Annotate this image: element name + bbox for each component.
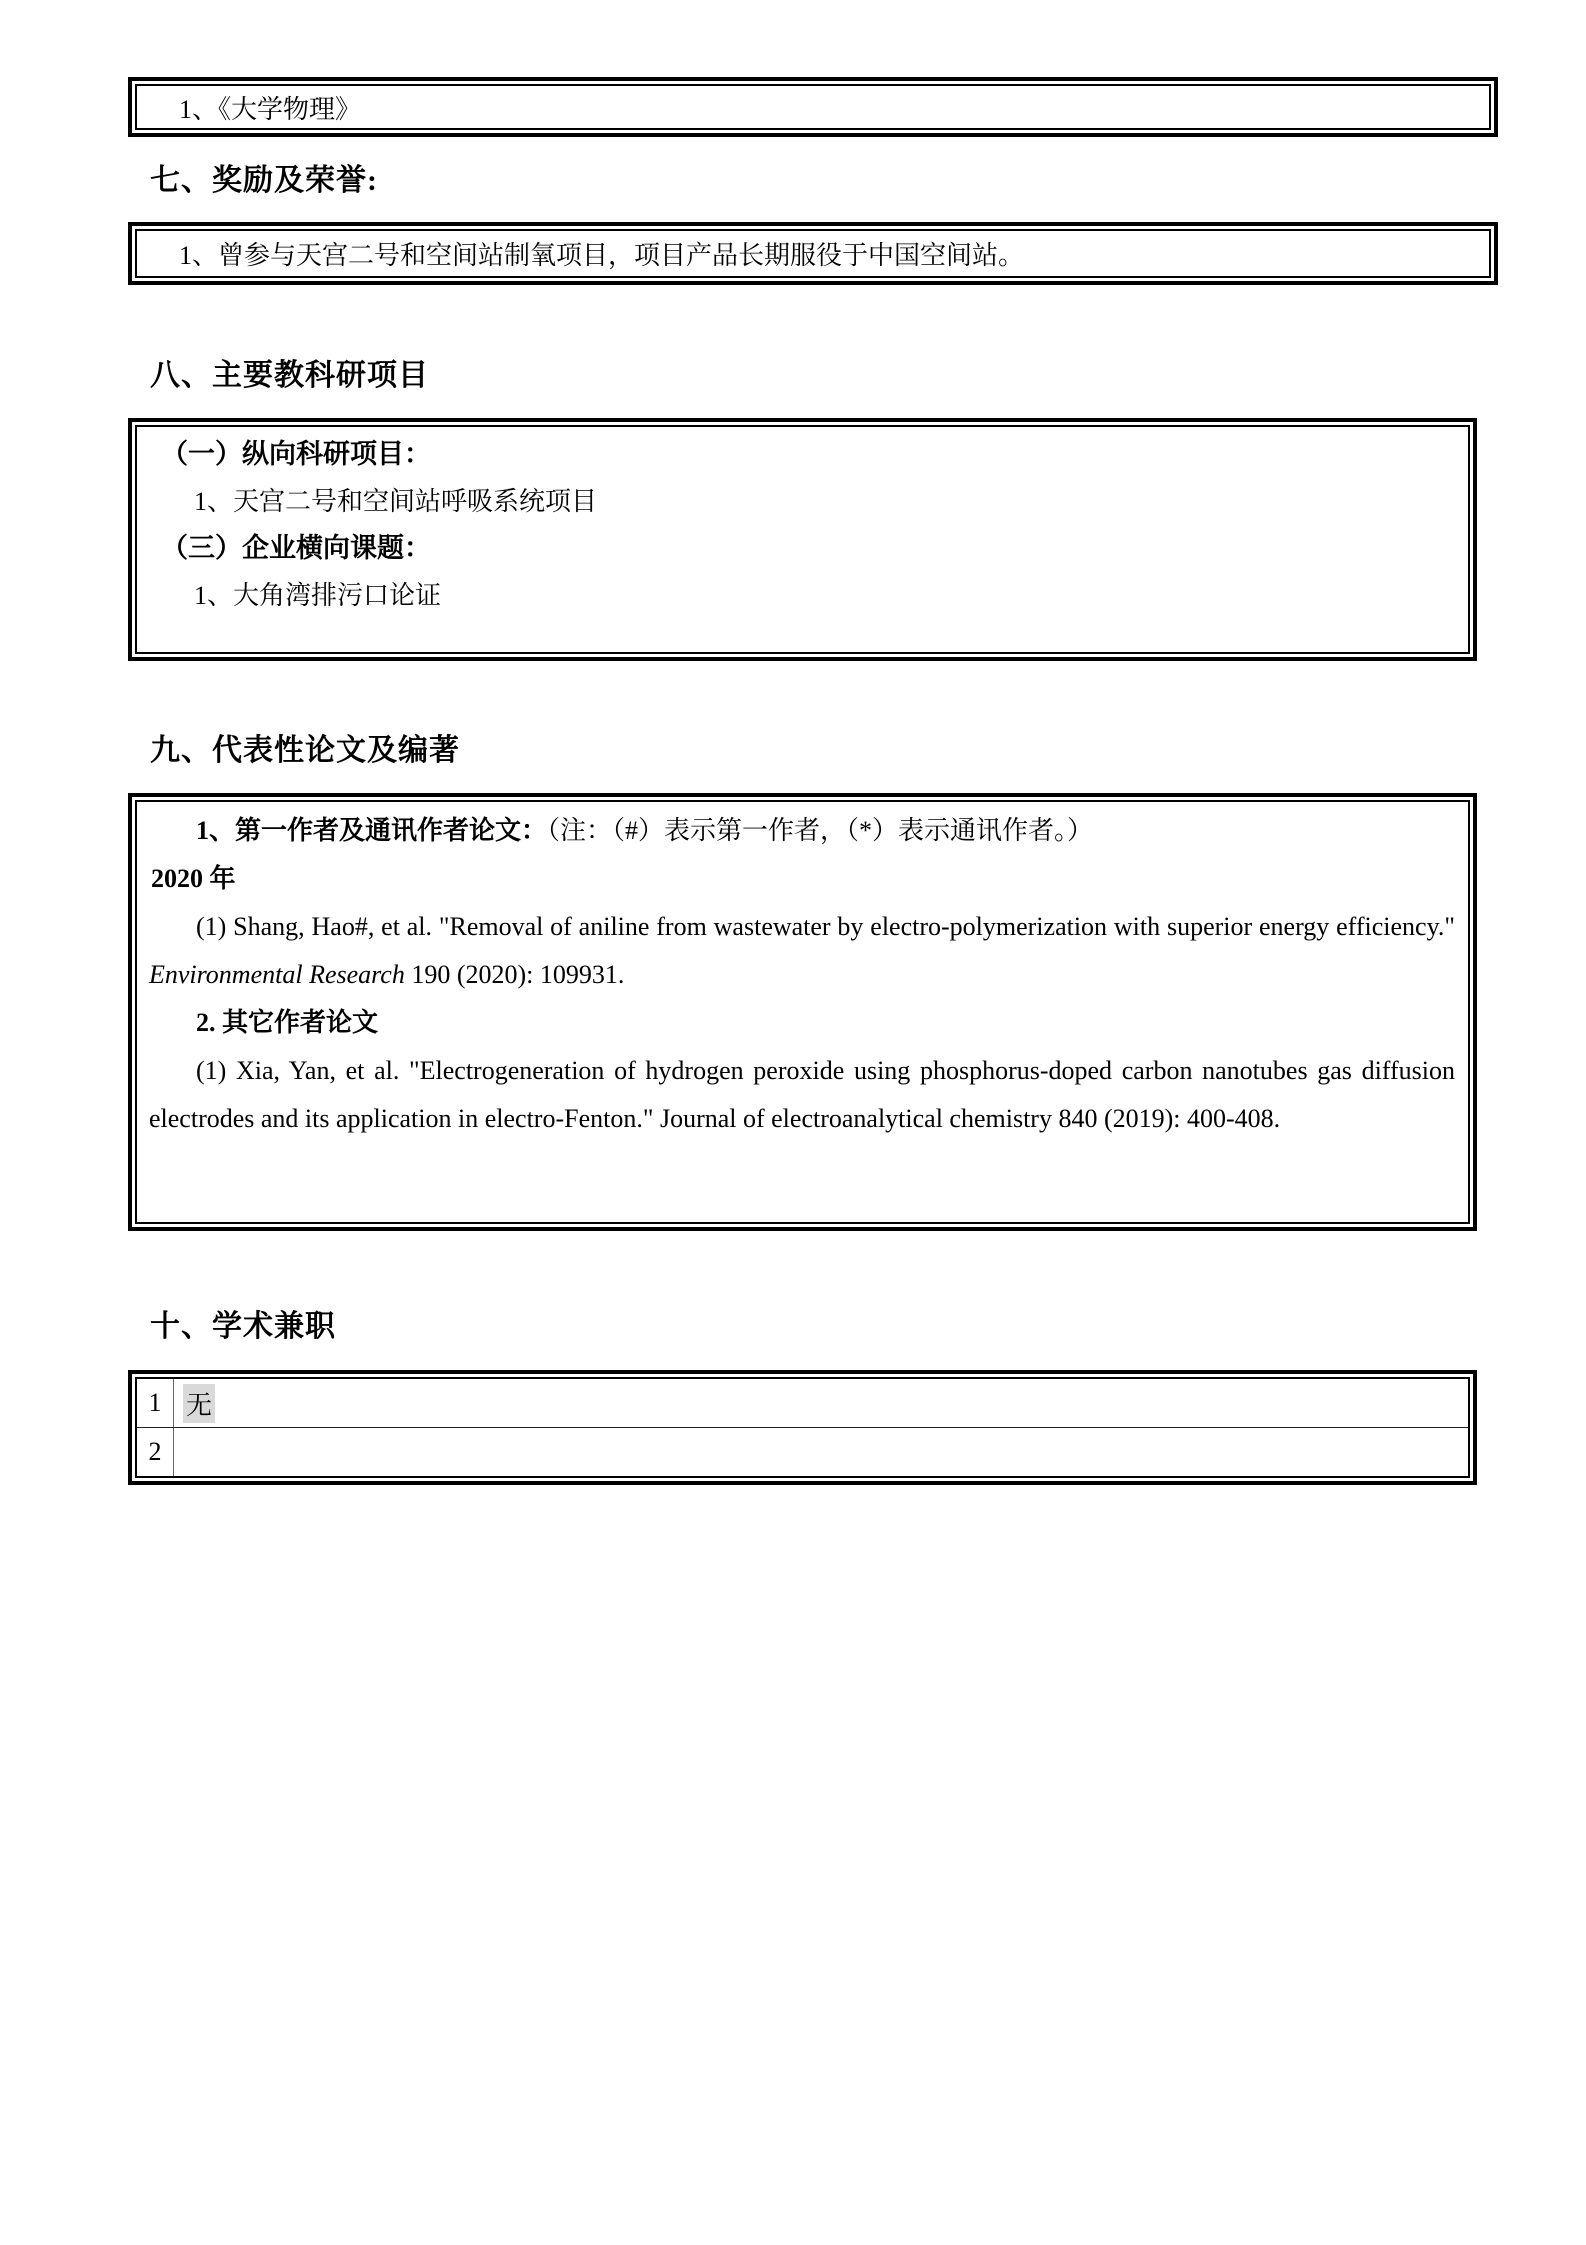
section-heading-publications: 九、代表性论文及编著 (150, 734, 460, 767)
row-content-highlight: 无 (183, 1384, 215, 1423)
row-content-cell (174, 1379, 1468, 1427)
publication-2: (1) Xia, Yan, et al. "Electrogeneration of hydrogen peroxide using phosphorus-doped carbon nanotubes gas diffusion electrodes and its application in electro-Fenton." Journal of electroanalytical chemistry 840 (2019): 400-408. (149, 1056, 1455, 1133)
awards-box-inner (135, 229, 1491, 278)
section-heading-academic-positions: 十、学术兼职 (150, 1310, 336, 1343)
row-content-cell (174, 1428, 1468, 1476)
first-author-label: 1、第一作者及通讯作者论文： (196, 816, 548, 845)
award-item: 1、曾参与天宫二号和空间站制氧项目，项目产品长期服役于中国空间站。 (179, 241, 1025, 270)
other-author-heading: 2. 其它作者论文 (196, 1008, 379, 1037)
publication-1-text: (1) Shang, Hao#, et al. "Removal of aniline from wastewater by electro-polymerization with superior energy efficiency." (196, 912, 1455, 941)
academic-positions-table (128, 1370, 1477, 1485)
projects-box-inner (135, 425, 1470, 654)
textbook-box (128, 77, 1498, 137)
section-heading-awards: 七、奖励及荣誉: (150, 164, 378, 197)
projects-box (128, 418, 1477, 661)
publications-box-inner (135, 800, 1470, 1224)
publication-1 (149, 903, 1455, 999)
table-row (137, 1427, 1468, 1476)
project-category-vertical: （一）纵向科研项目： (161, 439, 431, 469)
year-2020-label: 2020 年 (151, 864, 236, 893)
first-author-line (149, 807, 1455, 855)
project-category-horizontal: （三）企业横向课题： (161, 533, 431, 563)
publications-box (128, 793, 1477, 1231)
awards-box (128, 222, 1498, 285)
row-number-cell: 1 (137, 1379, 174, 1427)
project-item-horizontal: 1、大角湾排污口论证 (194, 581, 442, 610)
textbook-box-inner (135, 84, 1491, 130)
journal-name-italic: Environmental Research (149, 960, 405, 989)
textbook-item: 1、《大学物理》 (179, 94, 362, 124)
academic-positions-table-inner (135, 1377, 1470, 1478)
project-item-vertical: 1、天宫二号和空间站呼吸系统项目 (194, 487, 598, 516)
table-row (137, 1379, 1468, 1427)
section-heading-projects: 八、主要教科研项目 (150, 359, 429, 392)
other-author-line (149, 999, 1455, 1047)
publication-1-tail: 190 (2020): 109931. (404, 960, 625, 989)
row-number-cell: 2 (137, 1428, 174, 1476)
first-author-note: （注：（#）表示第一作者，（*）表示通讯作者。） (547, 816, 1094, 845)
